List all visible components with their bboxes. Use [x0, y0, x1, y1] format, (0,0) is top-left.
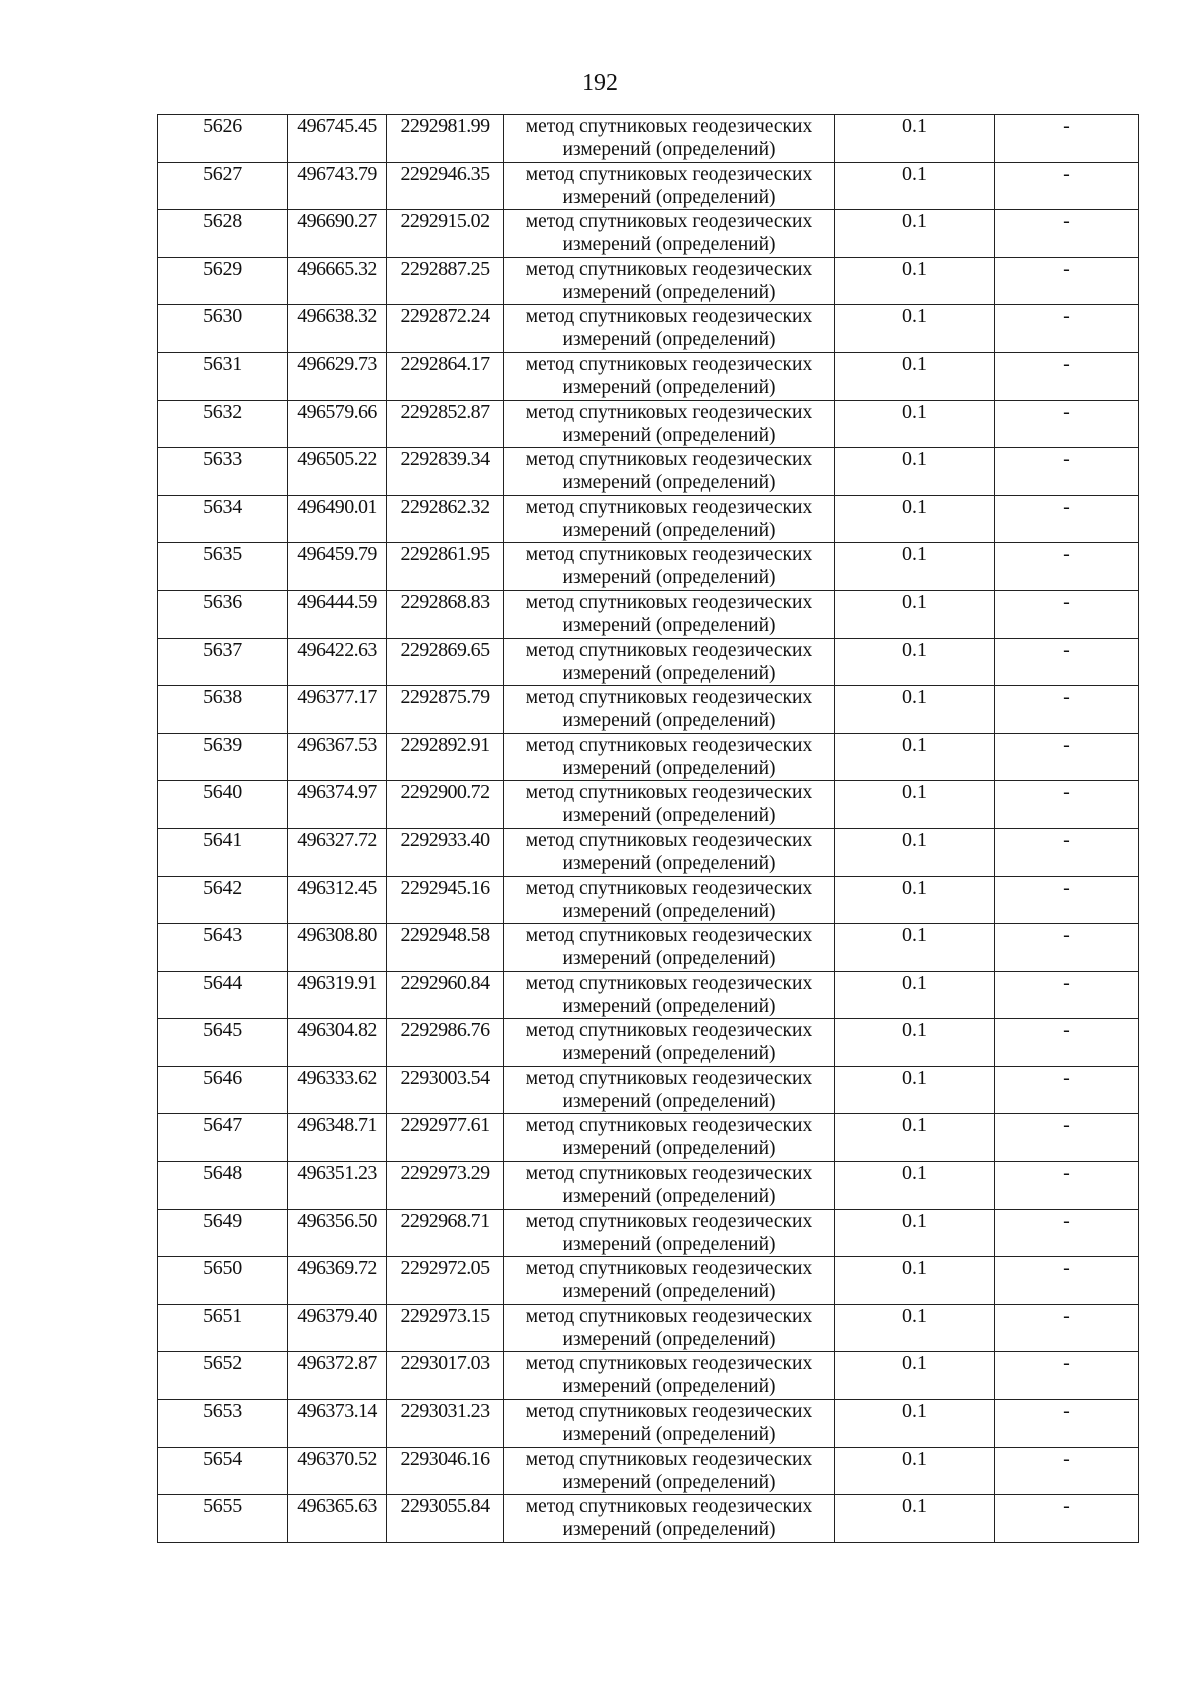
- note-cell: -: [995, 971, 1139, 1019]
- y-coordinate-cell: 2292861.95: [387, 543, 504, 591]
- table-row: [158, 352, 1139, 400]
- method-line-1: метод спутниковых геодезических: [525, 449, 813, 471]
- note-cell: -: [995, 352, 1139, 400]
- method-line-2: измерений (определений): [562, 424, 776, 446]
- method-line-2: измерений (определений): [562, 995, 776, 1017]
- table-row: [158, 828, 1139, 876]
- x-coordinate-cell: 496327.72: [288, 828, 387, 876]
- accuracy-cell: 0.1: [835, 876, 995, 924]
- point-number-cell: 5648: [158, 1162, 288, 1210]
- method-cell: [504, 1447, 835, 1495]
- x-coordinate-cell: 496348.71: [288, 1114, 387, 1162]
- method-line-2: измерений (определений): [562, 1328, 776, 1350]
- x-coordinate-cell: 496369.72: [288, 1257, 387, 1305]
- table-row: [158, 162, 1139, 210]
- note-cell: -: [995, 210, 1139, 258]
- method-cell: [504, 1066, 835, 1114]
- note-cell: -: [995, 876, 1139, 924]
- note-cell: -: [995, 733, 1139, 781]
- method-cell: [504, 924, 835, 972]
- y-coordinate-cell: 2292839.34: [387, 448, 504, 496]
- method-cell: [504, 1257, 835, 1305]
- note-cell: -: [995, 1304, 1139, 1352]
- method-cell: [504, 1400, 835, 1448]
- y-coordinate-cell: 2292945.16: [387, 876, 504, 924]
- y-coordinate-cell: 2292973.29: [387, 1162, 504, 1210]
- y-coordinate-cell: 2293017.03: [387, 1352, 504, 1400]
- method-line-2: измерений (определений): [562, 1376, 776, 1398]
- method-line-2: измерений (определений): [562, 281, 776, 303]
- point-number-cell: 5631: [158, 352, 288, 400]
- accuracy-cell: 0.1: [835, 1162, 995, 1210]
- table-row: [158, 686, 1139, 734]
- accuracy-cell: 0.1: [835, 924, 995, 972]
- method-line-2: измерений (определений): [562, 1043, 776, 1065]
- y-coordinate-cell: 2293003.54: [387, 1066, 504, 1114]
- x-coordinate-cell: 496373.14: [288, 1400, 387, 1448]
- point-number-cell: 5634: [158, 495, 288, 543]
- method-line-2: измерений (определений): [562, 376, 776, 398]
- x-coordinate-cell: 496638.32: [288, 305, 387, 353]
- method-line-1: метод спутниковых геодезических: [525, 1258, 813, 1280]
- note-cell: -: [995, 257, 1139, 305]
- note-cell: -: [995, 543, 1139, 591]
- table-row: [158, 1400, 1139, 1448]
- point-number-cell: 5627: [158, 162, 288, 210]
- x-coordinate-cell: 496459.79: [288, 543, 387, 591]
- y-coordinate-cell: 2292915.02: [387, 210, 504, 258]
- method-line-1: метод спутниковых геодезических: [525, 258, 813, 280]
- y-coordinate-cell: 2292973.15: [387, 1304, 504, 1352]
- point-number-cell: 5652: [158, 1352, 288, 1400]
- accuracy-cell: 0.1: [835, 448, 995, 496]
- method-cell: [504, 1019, 835, 1067]
- point-number-cell: 5629: [158, 257, 288, 305]
- method-cell: [504, 495, 835, 543]
- method-line-1: метод спутниковых геодезических: [525, 591, 813, 613]
- method-line-1: метод спутниковых геодезических: [525, 829, 813, 851]
- accuracy-cell: 0.1: [835, 686, 995, 734]
- table-row: [158, 495, 1139, 543]
- accuracy-cell: 0.1: [835, 1209, 995, 1257]
- method-cell: [504, 543, 835, 591]
- x-coordinate-cell: 496319.91: [288, 971, 387, 1019]
- note-cell: -: [995, 1114, 1139, 1162]
- table-row: [158, 1495, 1139, 1543]
- y-coordinate-cell: 2292872.24: [387, 305, 504, 353]
- method-line-1: метод спутниковых геодезических: [525, 925, 813, 947]
- page-number: 192: [582, 70, 618, 96]
- method-line-2: измерений (определений): [562, 139, 776, 160]
- accuracy-cell: 0.1: [835, 115, 995, 163]
- point-number-cell: 5642: [158, 876, 288, 924]
- y-coordinate-cell: 2292933.40: [387, 828, 504, 876]
- method-line-1: метод спутниковых геодезических: [525, 496, 813, 518]
- method-line-2: измерений (определений): [562, 519, 776, 541]
- method-line-2: измерений (определений): [562, 329, 776, 351]
- note-cell: -: [995, 1257, 1139, 1305]
- method-line-1: метод спутниковых геодезических: [525, 306, 813, 328]
- point-number-cell: 5655: [158, 1495, 288, 1543]
- accuracy-cell: 0.1: [835, 495, 995, 543]
- method-cell: [504, 448, 835, 496]
- method-cell: [504, 1114, 835, 1162]
- table-row: [158, 448, 1139, 496]
- table-row: [158, 115, 1139, 163]
- method-line-1: метод спутниковых геодезических: [525, 1067, 813, 1089]
- y-coordinate-cell: 2292869.65: [387, 638, 504, 686]
- method-line-1: метод спутниковых геодезических: [525, 639, 813, 661]
- accuracy-cell: 0.1: [835, 305, 995, 353]
- method-line-1: метод спутниковых геодезических: [525, 877, 813, 899]
- point-number-cell: 5626: [158, 115, 288, 163]
- y-coordinate-cell: 2292862.32: [387, 495, 504, 543]
- method-cell: [504, 733, 835, 781]
- method-cell: [504, 971, 835, 1019]
- method-line-1: метод спутниковых геодезических: [525, 163, 813, 185]
- method-cell: [504, 115, 835, 163]
- method-cell: [504, 1209, 835, 1257]
- accuracy-cell: 0.1: [835, 1352, 995, 1400]
- y-coordinate-cell: 2292900.72: [387, 781, 504, 829]
- x-coordinate-cell: 496356.50: [288, 1209, 387, 1257]
- x-coordinate-cell: 496365.63: [288, 1495, 387, 1543]
- y-coordinate-cell: 2292875.79: [387, 686, 504, 734]
- method-line-2: измерений (определений): [562, 1519, 776, 1541]
- method-line-1: метод спутниковых геодезических: [525, 1448, 813, 1470]
- note-cell: -: [995, 924, 1139, 972]
- x-coordinate-cell: 496370.52: [288, 1447, 387, 1495]
- x-coordinate-cell: 496444.59: [288, 590, 387, 638]
- table-row: [158, 305, 1139, 353]
- point-number-cell: 5633: [158, 448, 288, 496]
- table-row: [158, 1209, 1139, 1257]
- accuracy-cell: 0.1: [835, 162, 995, 210]
- y-coordinate-cell: 2292981.99: [387, 115, 504, 163]
- x-coordinate-cell: 496372.87: [288, 1352, 387, 1400]
- note-cell: -: [995, 1066, 1139, 1114]
- method-line-2: измерений (определений): [562, 567, 776, 589]
- point-number-cell: 5636: [158, 590, 288, 638]
- note-cell: -: [995, 781, 1139, 829]
- y-coordinate-cell: 2292852.87: [387, 400, 504, 448]
- point-number-cell: 5641: [158, 828, 288, 876]
- y-coordinate-cell: 2293031.23: [387, 1400, 504, 1448]
- method-line-2: измерений (определений): [562, 1471, 776, 1493]
- method-line-2: измерений (определений): [562, 757, 776, 779]
- accuracy-cell: 0.1: [835, 210, 995, 258]
- point-number-cell: 5650: [158, 1257, 288, 1305]
- method-line-2: измерений (определений): [562, 900, 776, 922]
- method-line-1: метод спутниковых геодезических: [525, 353, 813, 375]
- method-line-1: метод спутниковых геодезических: [525, 544, 813, 566]
- accuracy-cell: 0.1: [835, 1447, 995, 1495]
- table-row: [158, 733, 1139, 781]
- method-cell: [504, 162, 835, 210]
- method-line-1: метод спутниковых геодезических: [525, 782, 813, 804]
- x-coordinate-cell: 496379.40: [288, 1304, 387, 1352]
- method-cell: [504, 400, 835, 448]
- method-line-1: метод спутниковых геодезических: [525, 1163, 813, 1185]
- y-coordinate-cell: 2293055.84: [387, 1495, 504, 1543]
- table-row: [158, 876, 1139, 924]
- accuracy-cell: 0.1: [835, 1304, 995, 1352]
- method-line-2: измерений (определений): [562, 710, 776, 732]
- method-line-1: метод спутниковых геодезических: [525, 1020, 813, 1042]
- x-coordinate-cell: 496374.97: [288, 781, 387, 829]
- table-row: [158, 210, 1139, 258]
- y-coordinate-cell: 2292892.91: [387, 733, 504, 781]
- method-line-2: измерений (определений): [562, 805, 776, 827]
- accuracy-cell: 0.1: [835, 257, 995, 305]
- table-body: [158, 115, 1139, 1543]
- accuracy-cell: 0.1: [835, 1066, 995, 1114]
- method-cell: [504, 305, 835, 353]
- x-coordinate-cell: 496743.79: [288, 162, 387, 210]
- point-number-cell: 5630: [158, 305, 288, 353]
- coordinates-table: [157, 114, 1139, 1543]
- accuracy-cell: 0.1: [835, 828, 995, 876]
- note-cell: -: [995, 686, 1139, 734]
- accuracy-cell: 0.1: [835, 352, 995, 400]
- point-number-cell: 5651: [158, 1304, 288, 1352]
- note-cell: -: [995, 1162, 1139, 1210]
- method-cell: [504, 828, 835, 876]
- method-line-2: измерений (определений): [562, 234, 776, 256]
- method-cell: [504, 210, 835, 258]
- x-coordinate-cell: 496377.17: [288, 686, 387, 734]
- table-row: [158, 1162, 1139, 1210]
- table-row: [158, 543, 1139, 591]
- x-coordinate-cell: 496333.62: [288, 1066, 387, 1114]
- point-number-cell: 5645: [158, 1019, 288, 1067]
- note-cell: -: [995, 828, 1139, 876]
- accuracy-cell: 0.1: [835, 1400, 995, 1448]
- method-cell: [504, 352, 835, 400]
- point-number-cell: 5639: [158, 733, 288, 781]
- point-number-cell: 5649: [158, 1209, 288, 1257]
- y-coordinate-cell: 2292960.84: [387, 971, 504, 1019]
- y-coordinate-cell: 2292864.17: [387, 352, 504, 400]
- note-cell: -: [995, 1209, 1139, 1257]
- table-row: [158, 1019, 1139, 1067]
- x-coordinate-cell: 496312.45: [288, 876, 387, 924]
- table-row: [158, 400, 1139, 448]
- accuracy-cell: 0.1: [835, 1495, 995, 1543]
- note-cell: -: [995, 115, 1139, 163]
- method-line-2: измерений (определений): [562, 948, 776, 970]
- accuracy-cell: 0.1: [835, 1257, 995, 1305]
- table-row: [158, 1304, 1139, 1352]
- method-line-1: метод спутниковых геодезических: [525, 1496, 813, 1518]
- point-number-cell: 5638: [158, 686, 288, 734]
- method-line-1: метод спутниковых геодезических: [525, 734, 813, 756]
- x-coordinate-cell: 496351.23: [288, 1162, 387, 1210]
- x-coordinate-cell: 496367.53: [288, 733, 387, 781]
- x-coordinate-cell: 496308.80: [288, 924, 387, 972]
- method-line-1: метод спутниковых геодезических: [525, 1210, 813, 1232]
- method-cell: [504, 1495, 835, 1543]
- note-cell: -: [995, 1019, 1139, 1067]
- method-line-2: измерений (определений): [562, 1233, 776, 1255]
- method-line-1: метод спутниковых геодезических: [525, 401, 813, 423]
- x-coordinate-cell: 496490.01: [288, 495, 387, 543]
- note-cell: -: [995, 495, 1139, 543]
- method-cell: [504, 257, 835, 305]
- table-row: [158, 257, 1139, 305]
- method-cell: [504, 781, 835, 829]
- method-line-2: измерений (определений): [562, 472, 776, 494]
- note-cell: -: [995, 1352, 1139, 1400]
- x-coordinate-cell: 496690.27: [288, 210, 387, 258]
- table-row: [158, 1352, 1139, 1400]
- method-cell: [504, 638, 835, 686]
- y-coordinate-cell: 2292887.25: [387, 257, 504, 305]
- accuracy-cell: 0.1: [835, 638, 995, 686]
- table-row: [158, 781, 1139, 829]
- y-coordinate-cell: 2292868.83: [387, 590, 504, 638]
- point-number-cell: 5643: [158, 924, 288, 972]
- point-number-cell: 5646: [158, 1066, 288, 1114]
- method-line-2: измерений (определений): [562, 186, 776, 208]
- method-cell: [504, 876, 835, 924]
- method-line-1: метод спутниковых геодезических: [525, 116, 813, 137]
- method-line-2: измерений (определений): [562, 1186, 776, 1208]
- note-cell: -: [995, 448, 1139, 496]
- y-coordinate-cell: 2292972.05: [387, 1257, 504, 1305]
- note-cell: -: [995, 1400, 1139, 1448]
- method-line-1: метод спутниковых геодезических: [525, 972, 813, 994]
- point-number-cell: 5632: [158, 400, 288, 448]
- note-cell: -: [995, 162, 1139, 210]
- note-cell: -: [995, 1447, 1139, 1495]
- y-coordinate-cell: 2292977.61: [387, 1114, 504, 1162]
- x-coordinate-cell: 496304.82: [288, 1019, 387, 1067]
- point-number-cell: 5635: [158, 543, 288, 591]
- x-coordinate-cell: 496422.63: [288, 638, 387, 686]
- point-number-cell: 5654: [158, 1447, 288, 1495]
- point-number-cell: 5647: [158, 1114, 288, 1162]
- method-line-1: метод спутниковых геодезических: [525, 1401, 813, 1423]
- method-line-2: измерений (определений): [562, 1138, 776, 1160]
- accuracy-cell: 0.1: [835, 1114, 995, 1162]
- x-coordinate-cell: 496505.22: [288, 448, 387, 496]
- method-cell: [504, 1304, 835, 1352]
- x-coordinate-cell: 496665.32: [288, 257, 387, 305]
- method-line-2: измерений (определений): [562, 1281, 776, 1303]
- accuracy-cell: 0.1: [835, 590, 995, 638]
- accuracy-cell: 0.1: [835, 543, 995, 591]
- table-row: [158, 590, 1139, 638]
- x-coordinate-cell: 496579.66: [288, 400, 387, 448]
- table-row: [158, 971, 1139, 1019]
- accuracy-cell: 0.1: [835, 400, 995, 448]
- table-row: [158, 638, 1139, 686]
- point-number-cell: 5653: [158, 1400, 288, 1448]
- point-number-cell: 5644: [158, 971, 288, 1019]
- method-cell: [504, 686, 835, 734]
- accuracy-cell: 0.1: [835, 1019, 995, 1067]
- method-cell: [504, 1162, 835, 1210]
- y-coordinate-cell: 2293046.16: [387, 1447, 504, 1495]
- accuracy-cell: 0.1: [835, 781, 995, 829]
- accuracy-cell: 0.1: [835, 971, 995, 1019]
- table-row: [158, 924, 1139, 972]
- accuracy-cell: 0.1: [835, 733, 995, 781]
- method-line-1: метод спутниковых геодезических: [525, 211, 813, 233]
- y-coordinate-cell: 2292946.35: [387, 162, 504, 210]
- y-coordinate-cell: 2292968.71: [387, 1209, 504, 1257]
- point-number-cell: 5640: [158, 781, 288, 829]
- table-row: [158, 1066, 1139, 1114]
- method-line-2: измерений (определений): [562, 614, 776, 636]
- x-coordinate-cell: 496745.45: [288, 115, 387, 163]
- x-coordinate-cell: 496629.73: [288, 352, 387, 400]
- point-number-cell: 5628: [158, 210, 288, 258]
- table-row: [158, 1447, 1139, 1495]
- note-cell: -: [995, 638, 1139, 686]
- method-line-1: метод спутниковых геодезических: [525, 1353, 813, 1375]
- method-line-1: метод спутниковых геодезических: [525, 1305, 813, 1327]
- y-coordinate-cell: 2292948.58: [387, 924, 504, 972]
- y-coordinate-cell: 2292986.76: [387, 1019, 504, 1067]
- point-number-cell: 5637: [158, 638, 288, 686]
- method-line-1: метод спутниковых геодезических: [525, 1115, 813, 1137]
- note-cell: -: [995, 590, 1139, 638]
- note-cell: -: [995, 400, 1139, 448]
- note-cell: -: [995, 305, 1139, 353]
- table-row: [158, 1257, 1139, 1305]
- method-cell: [504, 1352, 835, 1400]
- note-cell: -: [995, 1495, 1139, 1543]
- method-line-1: метод спутниковых геодезических: [525, 687, 813, 709]
- method-line-2: измерений (определений): [562, 662, 776, 684]
- table-row: [158, 1114, 1139, 1162]
- method-line-2: измерений (определений): [562, 1090, 776, 1112]
- method-line-2: измерений (определений): [562, 1424, 776, 1446]
- method-cell: [504, 590, 835, 638]
- method-line-2: измерений (определений): [562, 852, 776, 874]
